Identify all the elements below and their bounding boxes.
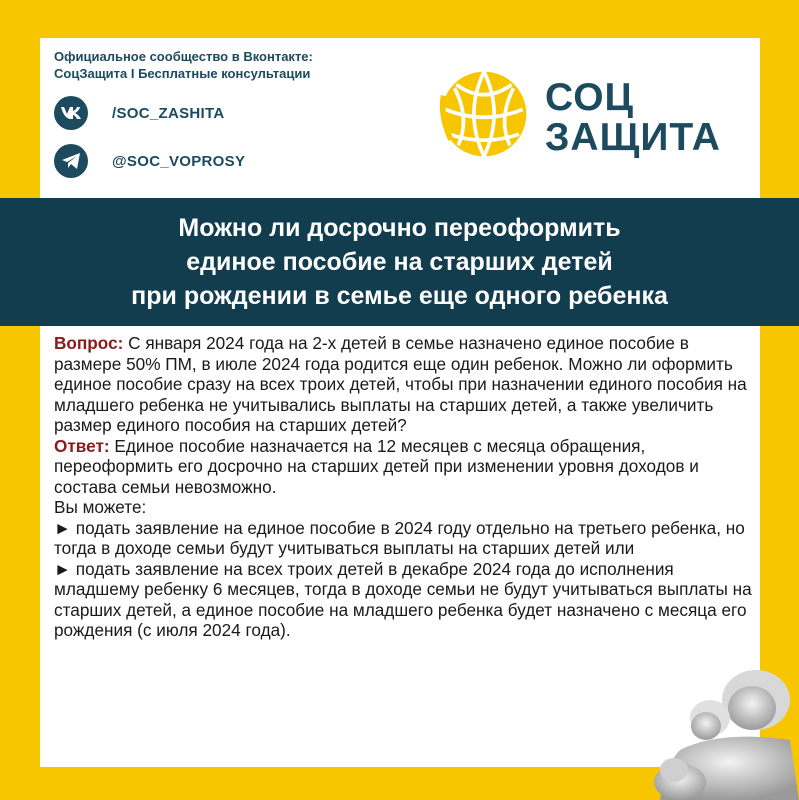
telegram-icon: [54, 144, 88, 178]
telegram-handle: @SOC_VOPROSY: [112, 152, 246, 170]
community-line-1: Официальное сообщество в Вконтакте:: [54, 49, 313, 64]
question-label: Вопрос:: [54, 333, 124, 353]
logo-line-1: СОЦ: [545, 76, 635, 119]
content-text: [54, 333, 754, 641]
header-panel: [40, 38, 760, 198]
answer-text: Единое пособие назначается на 12 месяцев с месяца обращения, переоформить его досрочно на старших детей при изменении уровня доходов и состава семьи невозможно.: [54, 435, 699, 497]
answer-paragraph: [54, 436, 754, 498]
answer-label: Ответ:: [54, 435, 110, 456]
title-line-2: единое пособие на старших детей: [186, 248, 613, 276]
vk-link[interactable]: [54, 96, 225, 130]
children-photo: [640, 660, 799, 800]
globe-icon: [438, 68, 530, 160]
telegram-link[interactable]: [54, 144, 245, 178]
logo-line-2: ЗАЩИТА: [545, 116, 721, 159]
community-info: [54, 48, 444, 82]
question-text: С января 2024 года на 2-х детей в семье назначено единое пособие в размере 50% ПМ, в июле 2024 года родится еще один ребенок. Можно ли оформить единое пособие сразу на всех троих детей, чтобы при назначении единого пособия на младшего ребенка не учитывались выплаты на старших детей, а также увеличить размер единого пособия на старших детей?: [54, 333, 747, 435]
logo-text: [545, 78, 721, 158]
vk-handle: /SOC_ZASHITA: [112, 104, 225, 122]
question-paragraph: [54, 333, 754, 436]
community-line-2: СоцЗащита I Бесплатные консультации: [54, 66, 311, 81]
option-1: ► подать заявление на единое пособие в 2024 году отдельно на третьего ребенка, но тогда в доходе семьи будут учитываться выплаты на старших детей или: [54, 517, 745, 558]
you-can-line: Вы можете:: [54, 497, 147, 517]
title-line-3: при рождении в семье еще одного ребенка: [131, 282, 668, 310]
title-line-1: Можно ли досрочно переоформить: [178, 214, 621, 242]
option-2: ► подать заявление на всех троих детей в декабре 2024 года до исполнения младшему ребенку 6 месяцев, тогда в доходе семьи не будут учитываться выплаты на старших детей, а единое пособие на младшего ребенка будет назначено с месяца его рождения (с июля 2024 года).: [54, 558, 752, 640]
vk-icon: [54, 96, 88, 130]
title-banner: [0, 198, 799, 326]
